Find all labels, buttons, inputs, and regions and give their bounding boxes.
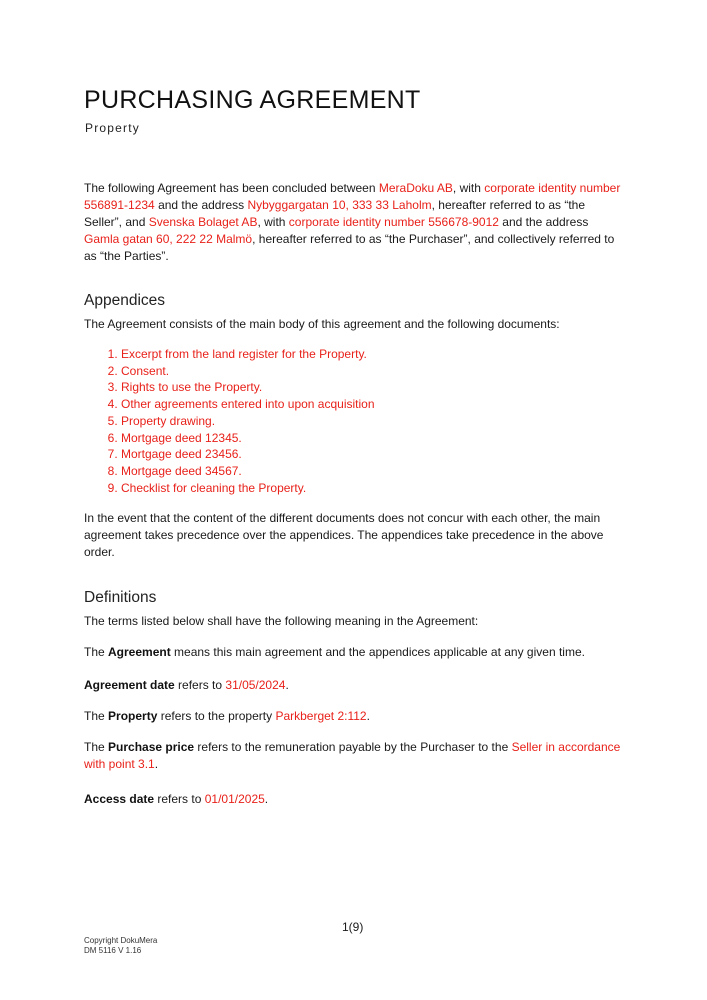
document-subtitle: Property [85,121,140,135]
intro-text: The following Agreement has been concluded between [84,181,379,195]
appendix-item: 3. Rights to use the Property. [121,379,375,396]
definition-text: refers to [154,792,205,806]
purchaser-address: Gamla gatan 60, 222 22 Malmö [84,232,253,246]
definition-term: Access date [84,792,155,806]
definition-text: The [84,740,109,754]
seller-address: Nybyggargatan 10, 333 33 Laholm [247,198,432,212]
appendices-list [100,346,375,496]
definition-term: Property [108,709,158,723]
purchase-price-value: Seller in accordance with point 3.1 [84,740,621,771]
appendix-item: 8. Mortgage deed 34567. [121,463,375,480]
intro-text: , with [257,215,289,229]
definition-text: The [84,645,109,659]
intro-text: and the address [498,215,589,229]
definition-term: Agreement [108,645,171,659]
appendices-intro: The Agreement consists of the main body of this agreement and the following documents: [84,317,560,331]
intro-text: and the address [154,198,248,212]
appendix-item: 7. Mortgage deed 23456. [121,446,375,463]
appendix-item: 6. Mortgage deed 12345. [121,430,375,447]
definition-access-date [84,791,624,808]
seller-name: MeraDoku AB [378,181,453,195]
footer-copyright: Copyright DokuMera [84,936,158,945]
access-date-value: 01/01/2025 [204,792,265,806]
definition-term: Purchase price [108,740,195,754]
definition-text: . [366,709,370,723]
intro-text: , hereafter referred to as “the Seller”, and [84,198,586,229]
intro-text: , with [452,181,485,195]
definition-purchase-price [84,739,624,773]
appendix-item: 9. Checklist for cleaning the Property. [121,480,375,497]
definitions-intro: The terms listed below shall have the following meaning in the Agreement: [84,614,479,628]
definition-text: . [154,757,159,771]
footer [84,936,157,956]
purchaser-identity-number: corporate identity number 556678-9012 [288,215,499,229]
property-value: Parkberget 2:112 [275,709,367,723]
appendix-item: 4. Other agreements entered into upon acquisition [121,396,375,413]
document-title: PURCHASING AGREEMENT [84,86,421,114]
definition-text: . [264,792,269,806]
appendix-item: 5. Property drawing. [121,413,375,430]
definition-text: The [84,709,109,723]
definition-property [84,708,624,725]
definition-term: Agreement date [84,678,175,692]
definition-text: means this main agreement and the appendices applicable at any given time. [170,645,585,659]
appendix-item: 1. Excerpt from the land register for the Property. [121,346,375,363]
intro-text: , hereafter referred to as “the Purchaser”, and collectively referred to as “the Parties”. [84,232,615,263]
definition-text: refers to the remuneration payable by the Purchaser to the [194,740,512,754]
definition-text: refers to [174,678,226,692]
intro-paragraph [84,180,624,265]
precedence-paragraph: In the event that the content of the different documents does not concur with each other, the main agreement takes precedence over the appendices. The appendices take precedence in the above order. [84,511,604,559]
definition-agreement-date [84,677,624,694]
seller-identity-number: corporate identity number 556891-1234 [84,181,621,212]
page-number: 1(9) [342,920,364,934]
agreement-date-value: 31/05/2024 [225,678,286,692]
appendices-heading: Appendices [84,292,166,309]
footer-document-id: DM 5116 V 1.16 [84,946,142,955]
definition-agreement [84,644,624,661]
definition-text: . [285,678,289,692]
definition-text: refers to the property [157,709,276,723]
definitions-heading: Definitions [84,589,157,606]
appendix-item: 2. Consent. [121,363,375,380]
purchaser-name: Svenska Bolaget AB [148,215,258,229]
